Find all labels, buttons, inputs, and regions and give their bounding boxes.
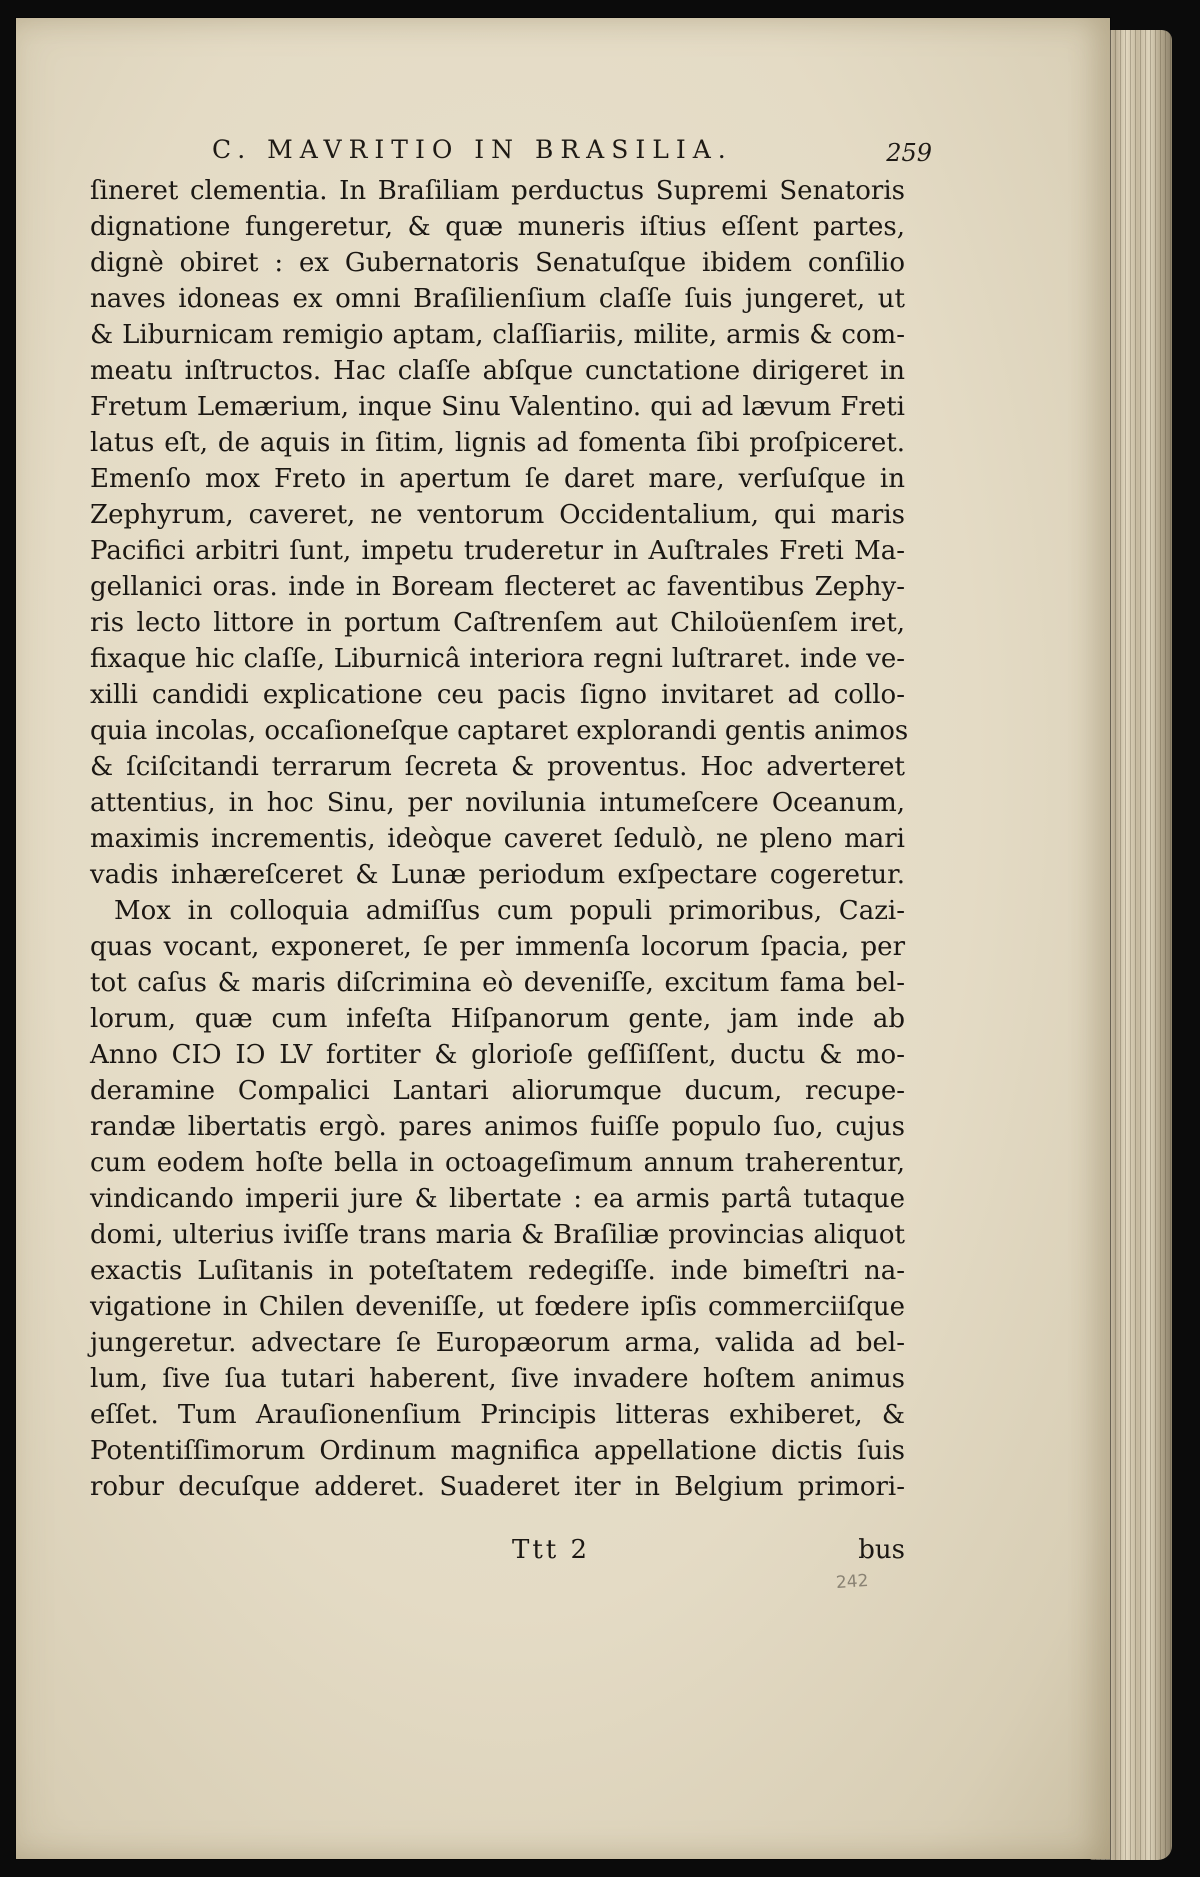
text-line-21: Mox in colloquia admiſſus cum populi primoribus, Cazi- [114, 896, 905, 926]
signature-mark: Ttt 2 [512, 1535, 591, 1565]
text-line-31: exactis Luſitanis in poteſtatem redegiſſe. inde bimeſtri na- [90, 1256, 905, 1286]
text-line-9: Emenſo mox Freto in apertum ſe daret mare, verſuſque in [90, 464, 905, 494]
text-line-4: naves idoneas ex omni Braſilienſium claſſe ſuis jungeret, ut [90, 284, 905, 314]
text-line-12: gellanici oras. inde in Boream flecteret ac faventibus Zephy- [90, 572, 905, 602]
text-line-30: domi, ulterius iviſſe trans maria & Braſiliæ provincias aliquot [90, 1220, 905, 1250]
text-line-16: quia incolas, occaſioneſque captaret explorandi gentis animos [90, 716, 909, 746]
text-line-6: meatu inſtructos. Hac claſſe abſque cunctatione dirigeret in [90, 356, 905, 386]
text-line-10: Zephyrum, caveret, ne ventorum Occidentalium, qui maris [90, 500, 905, 530]
text-line-28: cum eodem hoſte bella in octoageſimum annum traherentur, [90, 1148, 905, 1178]
text-line-23: tot caſus & maris diſcrimina eò deveniſſe, excitum fama bel- [90, 968, 905, 998]
text-line-5: & Liburnicam remigio aptam, claſſiariis, milite, armis & com- [90, 320, 905, 350]
text-line-32: vigatione in Chilen deveniſſe, ut fœdere ipſis commerciiſque [90, 1292, 905, 1322]
text-line-24: lorum, quæ cum infeſta Hiſpanorum gente, jam inde ab [90, 1004, 905, 1034]
text-line-2: dignatione fungeretur, & quæ muneris iſtius eſſent partes, [90, 212, 905, 242]
text-line-11: Pacifici arbitri ſunt, impetu truderetur in Auſtrales Freti Ma- [90, 536, 905, 566]
text-line-29: vindicando imperii jure & libertate : ea armis partâ tutaque [90, 1184, 905, 1214]
page-footer [90, 1532, 905, 1568]
text-line-36: Potentiſſimorum Ordinum magnifica appellatione dictis ſuis [90, 1436, 905, 1466]
text-line-22: quas vocant, exponeret, ſe per immenſa locorum ſpacia, per [90, 932, 905, 962]
text-line-34: lum, ſive ſua tutari haberent, ſive invadere hoſtem animus [90, 1364, 905, 1394]
text-line-35: eſſet. Tum Arauſionenſium Principis litteras exhiberet, & [90, 1400, 905, 1430]
text-line-37: robur decuſque adderet. Suaderet iter in Belgium primori- [90, 1472, 905, 1502]
body-text [90, 173, 909, 1505]
pencil-folio-note: 242 [835, 1570, 870, 1594]
text-line-15: xilli candidi explicatione ceu pacis ſigno invitaret ad collo- [90, 680, 905, 710]
text-line-17: & ſciſcitandi terrarum ſecreta & proventus. Hoc adverteret [90, 752, 905, 782]
text-line-20: vadis inhæreſceret & Lunæ periodum exſpectare cogeretur. [90, 860, 905, 890]
running-head-title: C. MAVRITIO IN BRASILIA. [212, 135, 733, 164]
text-line-33: jungeretur. advectare ſe Europæorum arma, valida ad bel- [90, 1328, 905, 1358]
text-line-14: fixaque hic claſſe, Liburnicâ interiora regni luſtraret. inde ve- [90, 644, 905, 674]
text-line-27: randæ libertatis ergò. pares animos fuiſſe populo ſuo, cujus [90, 1112, 905, 1142]
text-line-3: dignè obiret : ex Gubernatoris Senatuſque ibidem conſilio [90, 248, 905, 278]
text-line-18: attentius, in hoc Sinu, per novilunia intumeſcere Oceanum, [90, 788, 905, 818]
text-line-1: ſineret clementia. In Braſiliam perductus Supremi Senatoris [90, 176, 905, 206]
text-line-7: Fretum Lemærium, inque Sinu Valentino. qui ad lævum Freti [90, 392, 905, 422]
catchword: bus [858, 1535, 905, 1565]
text-line-19: maximis incrementis, ideòque caveret ſedulò, ne pleno mari [90, 824, 905, 854]
text-line-25: Anno CIƆ IƆ LV fortiter & glorioſe geſſiſſent, ductu & mo- [90, 1040, 905, 1070]
text-line-26: deramine Compalici Lantari aliorumque ducum, recupe- [90, 1076, 905, 1106]
running-head [212, 132, 932, 168]
page-number: 259 [886, 139, 932, 167]
text-line-13: ris lecto littore in portum Caſtrenſem aut Chiloüenſem iret, [90, 608, 905, 638]
text-line-8: latus eſt, de aquis in ſitim, lignis ad fomenta ſibi proſpiceret. [90, 428, 905, 458]
